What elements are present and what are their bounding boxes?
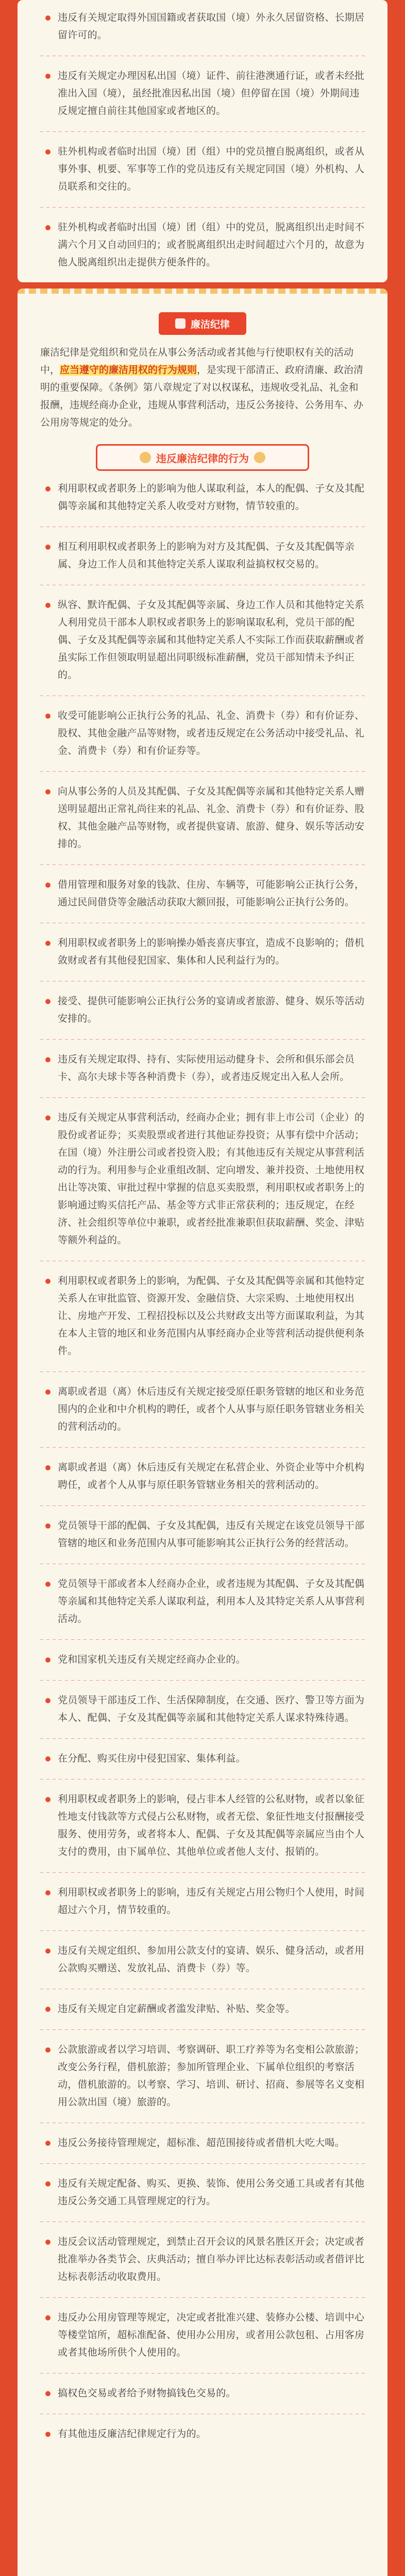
list-item: 接受、提供可能影响公正执行公务的宴请或者旅游、健身、娱乐等活动安排的。 xyxy=(40,993,365,1028)
list-item: 违反公务接待管理规定，超标准、超范围接待或者借机大吃大喝。 xyxy=(40,2134,365,2152)
list-item: 驻外机构或者临时出国（境）团（组）中的党员，脱离组织出走时间不满六个月又自动回归的；或者脱离组织出走时间超过六个月的，故意为他人脱离组织出走提供方便条件的。 xyxy=(40,219,365,272)
divider xyxy=(40,1680,365,1681)
list-item: 驻外机构或者临时出国（境）团（组）中的党员擅自脱离组织，或者从事外事、机要、军事等工作的党员违反有关规定同国（境）外机构、人员联系和交往的。 xyxy=(40,143,365,196)
divider xyxy=(40,1505,365,1506)
list-item: 公款旅游或者以学习培训、考察调研、职工疗养等为名变相公款旅游；改变公务行程，借机旅游；参加所管理企业、下属单位组织的考察活动，借机旅游的。以考察、学习、培训、研讨、招商、参展等名义变相用公款出国（境）旅游的。 xyxy=(40,2041,365,2111)
bullet-icon xyxy=(45,1657,50,1663)
list-item: 利用职权或者职务上的影响为他人谋取利益，本人的配偶、子女及其配偶等亲属和其他特定关系人收受对方财物，情节较重的。 xyxy=(40,480,365,515)
bullet-icon xyxy=(45,2391,50,2396)
bullet-icon xyxy=(45,1698,50,1703)
list-item: 违反有关规定自定薪酬或者滥发津贴、补贴、奖金等。 xyxy=(40,2001,365,2018)
bullet-icon xyxy=(45,15,50,21)
bullet-icon xyxy=(45,714,50,719)
divider xyxy=(40,1738,365,1739)
list-item: 违反有关规定取得外国国籍或者获取国（境）外永久居留资格、长期居留许可的。 xyxy=(40,9,365,44)
bullet-icon xyxy=(45,225,50,230)
violation-list xyxy=(40,480,365,2443)
bullet-icon xyxy=(45,999,50,1004)
list-item: 离职或者退（离）休后违反有关规定接受原任职务管辖的地区和业务范围内的企业和中介机构的聘任，或者个人从事与原任职务管辖业务相关的营利活动的。 xyxy=(40,1383,365,1436)
divider xyxy=(40,1872,365,1873)
bullet-icon xyxy=(45,486,50,492)
list-item: 搞权色交易或者给予财物搞钱色交易的。 xyxy=(40,2385,365,2402)
list-item: 党员领导干部的配偶、子女及其配偶，违反有关规定在该党员领导干部管辖的地区和业务范围内从事可能影响其公正执行公务的经营活动。 xyxy=(40,1517,365,1552)
list-item: 收受可能影响公正执行公务的礼品、礼金、消费卡（券）和有价证券、股权、其他金融产品等财物，或者违反规定在公务活动中接受礼品、礼金、消费卡（券）和有价证券等。 xyxy=(40,707,365,760)
bullet-icon xyxy=(45,2315,50,2320)
divider xyxy=(40,771,365,772)
list-item: 利用职权或者职务上的影响操办婚丧喜庆事宜，造成不良影响的；借机敛财或者有其他侵犯国家、集体和人民利益行为的。 xyxy=(40,935,365,970)
section-intro: 廉洁纪律是党组织和党员在从事公务活动或者其他与行使职权有关的活动中，应当遵守的廉洁用权的行为规则，是实现干部清正、政府清廉、政治清明的重要保障。《条例》第八章规定了对以权谋私，违规收受礼品、礼金和报酬，违规经商办企业，违规从事营利活动，违反公务接待、公务用车、办公用房等规定的处分。 xyxy=(40,347,364,428)
bullet-icon xyxy=(45,1890,50,1895)
section-badge: 廉洁纪律 xyxy=(159,312,246,335)
list-item: 违反有关规定从事营利活动，经商办企业；拥有非上市公司（企业）的股份或者证券；买卖股票或者进行其他证券投资；从事有偿中介活动；在国（境）外注册公司或者投资入股；有其他违反有关规定从事营利活动的行为。利用参与企业重组改制、定向增发、兼并投资、土地使用权出让等决策、审批过程中掌握的信息买卖股票，利用职权或者职务上的影响通过购买信托产品、基金等方式非正常获利的；违反规定，在经济、社会组织等单位中兼职，或者经批准兼职但获取薪酬、奖金、津贴等额外利益的。 xyxy=(40,1109,365,1249)
divider xyxy=(40,1930,365,1931)
divider xyxy=(40,131,365,132)
bullet-icon xyxy=(45,1057,50,1062)
bullet-icon xyxy=(45,1115,50,1121)
bullet-icon xyxy=(45,1279,50,1284)
divider xyxy=(40,1447,365,1448)
bullet-icon xyxy=(45,883,50,888)
bullet-icon xyxy=(45,941,50,946)
list-item: 纵容、默许配偶、子女及其配偶等亲属、身边工作人员和其他特定关系人利用党员干部本人职权或者职务上的影响谋取私利，党员干部的配偶、子女及其配偶等亲属和其他特定关系人不实际工作而获取薪酬或者虽实际工作但领取明显超出同职级标准薪酬，党员干部知情未予纠正的。 xyxy=(40,597,365,684)
divider xyxy=(40,2163,365,2164)
bullet-icon xyxy=(45,789,50,794)
ribbon-left-icon xyxy=(140,452,151,463)
list-item: 党员领导干部或者本人经商办企业，或者违规为其配偶、子女及其配偶等亲属和其他特定关系人谋取利益，利用本人及其特定关系人从事营利活动。 xyxy=(40,1575,365,1628)
list-item: 有其他违反廉洁纪律规定行为的。 xyxy=(40,2426,365,2443)
list-item: 违反有关规定办理因私出国（境）证件、前往港澳通行证，或者未经批准出入国（境），虽经批准因私出国（境）但停留在国（境）外期间违反规定擅自前往其他国家或者地区的。 xyxy=(40,67,365,120)
section-subhead: 违反廉洁纪律的行为 xyxy=(96,444,309,471)
list-item: 向从事公务的人员及其配偶、子女及其配偶等亲属和其他特定关系人赠送明显超出正常礼尚往来的礼品、礼金、消费卡（券）和有价证券、股权、其他金融产品等财物，或者提供宴请、旅游、健身、娱乐等活动安排的。 xyxy=(40,783,365,853)
list-item: 借用管理和服务对象的钱款、住房、车辆等，可能影响公正执行公务，通过民间借贷等金融活动获取大额回报，可能影响公正执行公务的。 xyxy=(40,876,365,911)
divider xyxy=(40,2297,365,2298)
divider xyxy=(40,1097,365,1098)
section-icon xyxy=(175,318,185,329)
bullet-icon xyxy=(45,74,50,79)
bullet-icon xyxy=(45,2240,50,2245)
divider xyxy=(40,1371,365,1372)
list-item: 违反会议活动管理规定，到禁止召开会议的风景名胜区开会；决定或者批准举办各类节会、庆典活动；擅自举办评比达标表彰活动或者借评比达标表彰活动收取费用。 xyxy=(40,2233,365,2286)
ribbon-right-icon xyxy=(254,452,265,463)
bullet-icon xyxy=(45,2181,50,2187)
list-item: 党员领导干部违反工作、生活保障制度，在交通、医疗、警卫等方面为本人、配偶、子女及其配偶等亲属和其他特定关系人谋求特殊待遇。 xyxy=(40,1692,365,1727)
divider xyxy=(40,1039,365,1040)
list-item: 利用职权或者职务上的影响，违反有关规定占用公物归个人使用，时间超过六个月，情节较重的。 xyxy=(40,1884,365,1919)
bullet-icon xyxy=(45,1523,50,1529)
divider xyxy=(40,2029,365,2030)
decorative-border xyxy=(18,289,387,294)
list-item: 违反有关规定组织、参加用公款支付的宴请、娱乐、健身活动，或者用公款购买赠送、发放礼品、消费卡（券）等。 xyxy=(40,1942,365,1977)
list-item: 党和国家机关违反有关规定经商办企业的。 xyxy=(40,1651,365,1669)
list-item: 利用职权或者职务上的影响，侵占非本人经管的公私财物，或者以象征性地支付钱款等方式侵占公私财物，或者无偿、象征性地支付报酬接受服务、使用劳务，或者将本人、配偶、子女及其配偶等亲属应当由个人支付的费用，由下属单位、其他单位或者他人支付、报销的。 xyxy=(40,1791,365,1861)
bullet-icon xyxy=(45,545,50,550)
bullet-icon xyxy=(45,1582,50,1587)
bullet-icon xyxy=(45,2007,50,2012)
list-item: 离职或者退（离）休后违反有关规定在私营企业、外资企业等中介机构聘任，或者个人从事与原任职务管辖业务相关的营利活动的。 xyxy=(40,1459,365,1494)
divider xyxy=(40,1639,365,1640)
divider xyxy=(40,1779,365,1780)
list-item: 在分配、购买住房中侵犯国家、集体利益。 xyxy=(40,1750,365,1768)
regulation-card-2 xyxy=(18,289,387,2576)
bullet-icon xyxy=(45,2141,50,2146)
list-item: 利用职权或者职务上的影响，为配偶、子女及其配偶等亲属和其他特定关系人在审批监管、资源开发、金融信贷、大宗采购、土地使用权出让、房地产开发、工程招投标以及公共财政支出等方面谋取利益，为其在本人主管的地区和业务范围内从事经商办企业等营利活动提供便利条件。 xyxy=(40,1273,365,1360)
bullet-icon xyxy=(45,603,50,608)
bullet-icon xyxy=(45,1756,50,1761)
list-item: 违反有关规定取得、持有、实际使用运动健身卡、会所和俱乐部会员卡、高尔夫球卡等各种消费卡（券），或者违反规定出入私人会所。 xyxy=(40,1051,365,1086)
regulation-card-1 xyxy=(18,0,387,282)
bullet-icon xyxy=(45,1797,50,1802)
list-item: 相互利用职权或者职务上的影响为对方及其配偶、子女及其配偶等亲属、身边工作人员和其他特定关系人谋取利益搞权权交易的。 xyxy=(40,538,365,573)
list-item: 违反有关规定配备、购买、更换、装饰、使用公务交通工具或者有其他违反公务交通工具管理规定的行为。 xyxy=(40,2175,365,2210)
list-item: 违反办公用房管理等规定，决定或者批准兴建、装修办公楼、培训中心等楼堂馆所，超标准配备、使用办公用房，或者用公款包租、占用客房或者其他场所供个人使用的。 xyxy=(40,2309,365,2362)
divider xyxy=(40,2373,365,2374)
bullet-icon xyxy=(45,1465,50,1470)
bullet-icon xyxy=(45,149,50,155)
bullet-icon xyxy=(45,2432,50,2437)
divider xyxy=(40,207,365,208)
bullet-icon xyxy=(45,1948,50,1954)
bullet-icon xyxy=(45,2047,50,2053)
bullet-icon xyxy=(45,1389,50,1395)
